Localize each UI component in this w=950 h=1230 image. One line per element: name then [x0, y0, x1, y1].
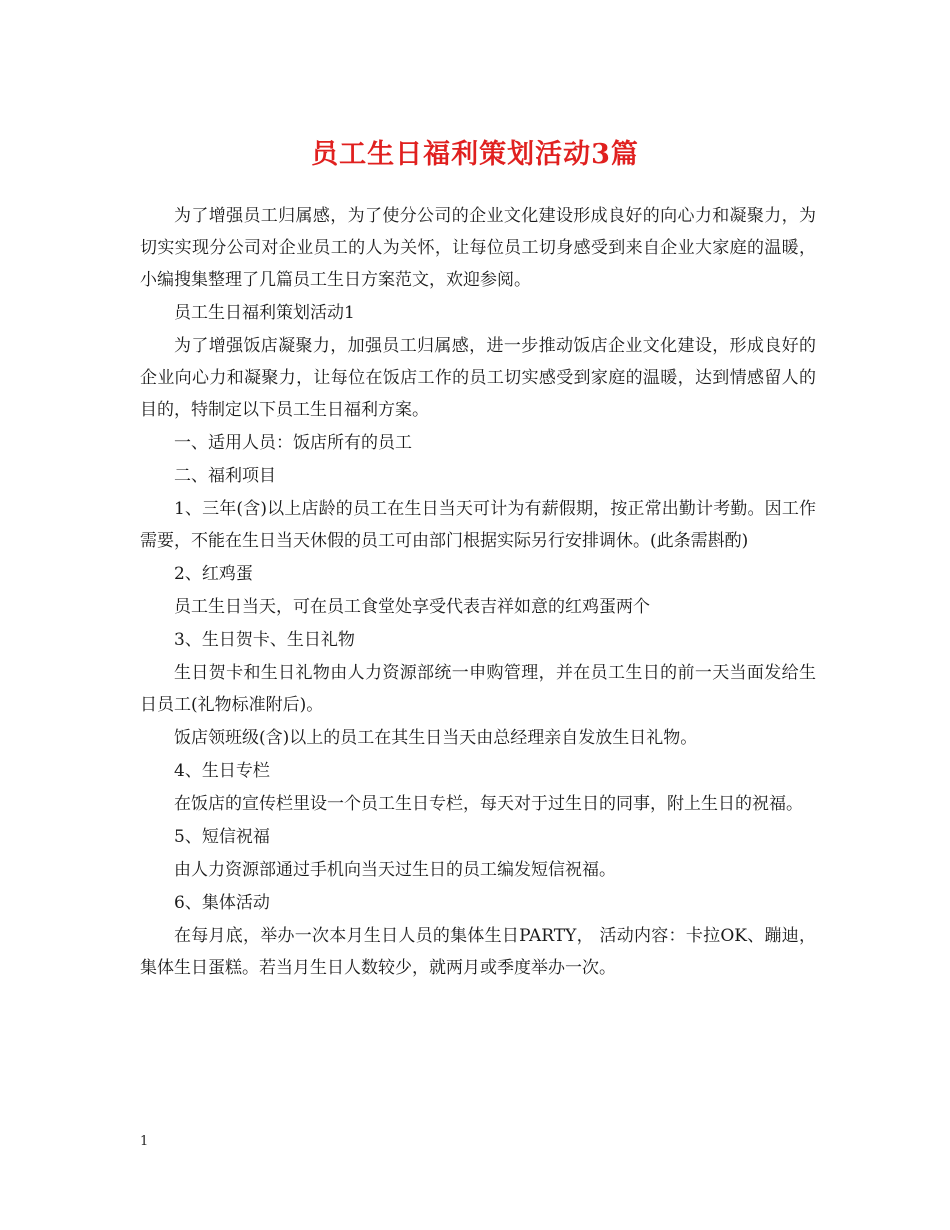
benefit-item-5-heading: 5、短信祝福	[174, 827, 270, 847]
benefit-item-1: 1、三年(含)以上店龄的员工在生日当天可计为有薪假期，按正常出勤计考勤。因工作需要，不能在生日当天休假的员工可由部门根据实际另行安排调休。(此条需斟酌)	[140, 499, 816, 551]
benefit-item-5-text: 由人力资源部通过手机向当天过生日的员工编发短信祝福。	[174, 860, 616, 880]
benefit-item-3-text-2: 饭店领班级(含)以上的员工在其生日当天由总经理亲自发放生日礼物。	[174, 728, 698, 748]
benefit-items-heading: 二、福利项目	[174, 466, 276, 486]
benefit-item-6-text: 在每月底，举办一次本月生日人员的集体生日PARTY， 活动内容：卡拉OK、蹦迪，集体生日蛋糕。若当月生日人数较少，就两月或季度举办一次。	[140, 926, 816, 978]
benefit-item-3-heading: 3、生日贺卡、生日礼物	[174, 630, 355, 650]
intro-paragraph: 为了增强员工归属感，为了使分公司的企业文化建设形成良好的向心力和凝聚力，为切实实现分公司对企业员工的人为关怀，让每位员工切身感受到来自企业大家庭的温暖，小编搜集整理了几篇员工生日方案范文，欢迎参阅。	[140, 206, 816, 290]
benefit-item-2-heading: 2、红鸡蛋	[174, 564, 253, 584]
benefit-item-2-text: 员工生日当天，可在员工食堂处享受代表吉祥如意的红鸡蛋两个	[174, 597, 650, 617]
section-heading-activity-1: 员工生日福利策划活动1	[174, 303, 355, 323]
activity-1-intro: 为了增强饭店凝聚力，加强员工归属感，进一步推动饭店企业文化建设，形成良好的企业向心力和凝聚力，让每位在饭店工作的员工切实感受到家庭的温暖，达到情感留人的目的，特制定以下员工生日福利方案。	[140, 336, 816, 420]
document-title: 员工生日福利策划活动3篇	[311, 139, 639, 170]
benefit-item-4-text: 在饭店的宣传栏里设一个员工生日专栏，每天对于过生日的同事，附上生日的祝福。	[174, 794, 803, 814]
document-body	[140, 200, 816, 985]
benefit-item-3-text: 生日贺卡和生日礼物由人力资源部统一申购管理，并在员工生日的前一天当面发给生日员工(礼物标准附后)。	[140, 663, 816, 715]
benefit-item-4-heading: 4、生日专栏	[174, 761, 270, 781]
page-number: 1	[140, 1134, 149, 1149]
applicable-personnel: 一、适用人员：饭店所有的员工	[174, 433, 412, 453]
benefit-item-6-heading: 6、集体活动	[174, 893, 270, 913]
